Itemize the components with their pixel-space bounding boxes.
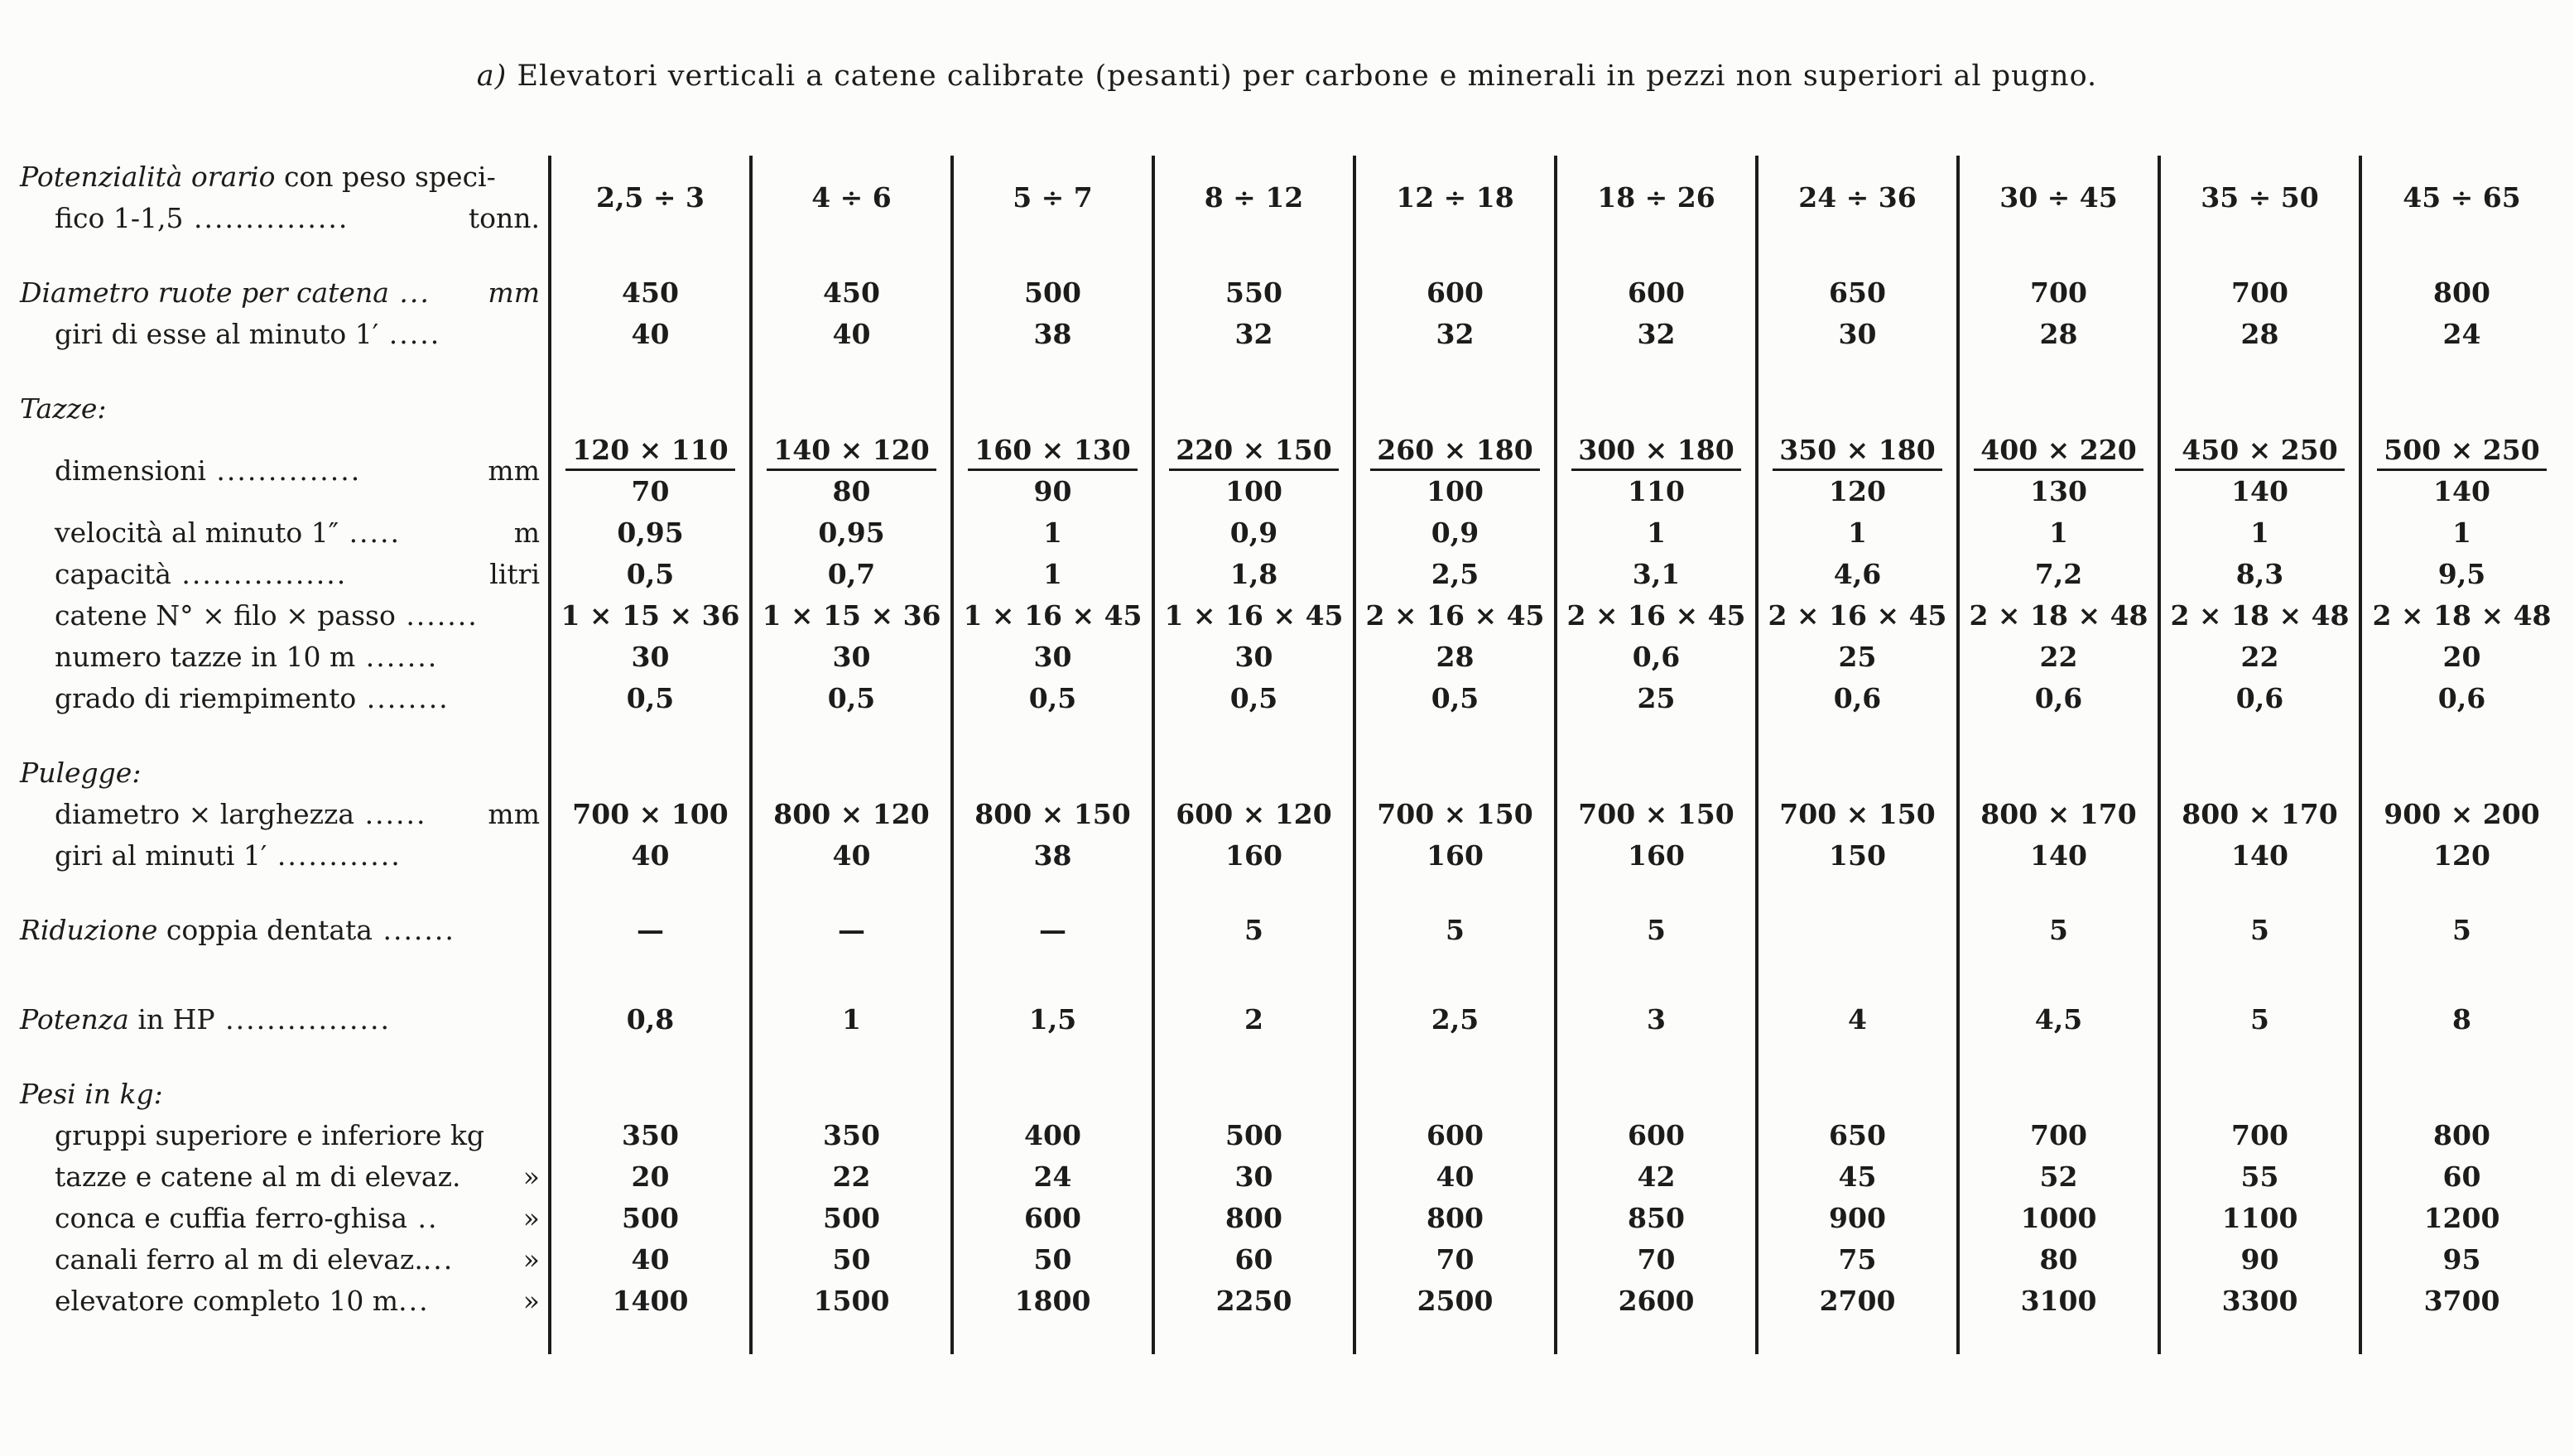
row-tazze-velocita: [12, 512, 2562, 553]
table-cell: 800 × 170: [2159, 793, 2360, 834]
table-cell: 52: [1958, 1156, 2159, 1197]
table-cell: 0,5: [1153, 677, 1354, 718]
table-cell: 1: [1556, 512, 1757, 553]
table-cell: 8 ÷ 12: [1153, 156, 1354, 238]
table-cell: 2 × 18 × 48: [2159, 594, 2360, 636]
table-cell: 2 × 16 × 45: [1556, 594, 1757, 636]
row-label: Potenzialità orario con peso speci-: [20, 160, 496, 193]
table-cell: 38: [952, 313, 1153, 354]
row-tazze-grado: [12, 677, 2562, 718]
fraction: $\frac{120 \times 110}{70}$: [565, 436, 734, 505]
row-riduzione: [12, 909, 2562, 950]
table-cell: 400: [952, 1114, 1153, 1156]
table-cell: 42: [1556, 1156, 1757, 1197]
table-cell: 90: [2159, 1238, 2360, 1280]
table-cell: 140: [2159, 834, 2360, 876]
table-cell: 600: [1354, 1114, 1556, 1156]
table-cell: 0,6: [2360, 677, 2562, 718]
table-cell: 1: [1958, 512, 2159, 553]
spacer-row: [12, 876, 2562, 909]
spacer-row: [12, 718, 2562, 752]
table-cell: 700: [2159, 271, 2360, 313]
row-tazze-catene: [12, 594, 2562, 636]
table-cell: 60: [2360, 1156, 2562, 1197]
table-cell: 8: [2360, 998, 2562, 1040]
table-cell: 550: [1153, 271, 1354, 313]
table-cell: [1958, 429, 2159, 512]
table-cell: 600: [952, 1197, 1153, 1238]
table-cell: 800 × 120: [751, 793, 952, 834]
row-label: fico 1-1,5 ............... tonn.: [55, 201, 540, 234]
row-pulegge-diametro: [12, 793, 2562, 834]
row-label: Riduzione coppia dentata .......: [20, 913, 455, 946]
table-cell: 600: [1556, 271, 1757, 313]
table-cell: 40: [550, 834, 751, 876]
table-cell: 500: [751, 1197, 952, 1238]
table-cell: 30: [952, 636, 1153, 677]
table-cell: 0,5: [952, 677, 1153, 718]
table-cell: 2 × 16 × 45: [1354, 594, 1556, 636]
table-cell: 0,9: [1354, 512, 1556, 553]
table-cell: 8,3: [2159, 553, 2360, 594]
table-title: [0, 60, 2574, 93]
table-cell: [1354, 429, 1556, 512]
table-cell: 500: [550, 1197, 751, 1238]
spacer-row: [12, 950, 2562, 998]
table-cell: 0,95: [751, 512, 952, 553]
table-cell: 1: [751, 998, 952, 1040]
table-cell: 1 × 16 × 45: [1153, 594, 1354, 636]
table-cell: 95: [2360, 1238, 2562, 1280]
table-cell: 160: [1354, 834, 1556, 876]
table-cell: 70: [1556, 1238, 1757, 1280]
table-cell: 22: [1958, 636, 2159, 677]
table-cell: 160: [1153, 834, 1354, 876]
row-potenza: [12, 998, 2562, 1040]
row-tazze-capacita: [12, 553, 2562, 594]
table-cell: 450: [751, 271, 952, 313]
table-cell: 1: [1757, 512, 1958, 553]
table-cell: 40: [550, 1238, 751, 1280]
table-cell: 800 × 150: [952, 793, 1153, 834]
row-label: tazze e catene al m di elevaz. »: [55, 1160, 540, 1193]
section-heading: Pulegge:: [20, 756, 142, 789]
table-cell: [2159, 429, 2360, 512]
row-tazze-heading: [12, 387, 2562, 429]
table-cell: 900 × 200: [2360, 793, 2562, 834]
table-cell: [1757, 429, 1958, 512]
table-cell: 700: [1958, 1114, 2159, 1156]
row-pesi-heading: [12, 1073, 2562, 1114]
table-cell: 30 ÷ 45: [1958, 156, 2159, 238]
table-cell: 18 ÷ 26: [1556, 156, 1757, 238]
table-body: [12, 156, 2562, 1354]
fraction: $\frac{260 \times 180}{100}$: [1370, 436, 1539, 505]
table-cell: 4: [1757, 998, 1958, 1040]
row-label: capacità ................ litri: [55, 557, 540, 590]
table-cell: 800: [2360, 271, 2562, 313]
table-cell: 30: [1153, 636, 1354, 677]
table-cell: 650: [1757, 1114, 1958, 1156]
table-cell: 650: [1757, 271, 1958, 313]
table-cell: 25: [1757, 636, 1958, 677]
fraction: $\frac{350 \times 180}{120}$: [1773, 436, 1941, 505]
table-cell: 700 × 150: [1556, 793, 1757, 834]
table-cell: 30: [550, 636, 751, 677]
table-cell: —: [952, 909, 1153, 950]
table-cell: 0,5: [751, 677, 952, 718]
row-pulegge-giri: [12, 834, 2562, 876]
table-cell: 1: [952, 553, 1153, 594]
table-cell: [952, 429, 1153, 512]
row-label: gruppi superiore e inferiore kg: [55, 1118, 484, 1151]
row-giri-esse: [12, 313, 2562, 354]
fraction: $\frac{450 \times 250}{140}$: [2175, 436, 2344, 505]
table-cell: 140: [1958, 834, 2159, 876]
row-label: elevatore completo 10 m... »: [55, 1284, 540, 1317]
table-cell: 3100: [1958, 1280, 2159, 1321]
table-cell: 120: [2360, 834, 2562, 876]
table-cell: 5: [2159, 998, 2360, 1040]
table-cell: 1 × 16 × 45: [952, 594, 1153, 636]
table-cell: 0,9: [1153, 512, 1354, 553]
table-cell: 2600: [1556, 1280, 1757, 1321]
table-cell: 5: [1556, 909, 1757, 950]
table-cell: 24: [2360, 313, 2562, 354]
table-cell: 3700: [2360, 1280, 2562, 1321]
table-cell: 7,2: [1958, 553, 2159, 594]
table-cell: 28: [1354, 636, 1556, 677]
row-tazze-numero: [12, 636, 2562, 677]
table-cell: 700 × 150: [1757, 793, 1958, 834]
table-cell: [1757, 909, 1958, 950]
table-cell: 2 × 18 × 48: [2360, 594, 2562, 636]
spacer-row: [12, 1040, 2562, 1073]
table-cell: 45: [1757, 1156, 1958, 1197]
table-cell: 9,5: [2360, 553, 2562, 594]
table-cell: 1100: [2159, 1197, 2360, 1238]
table-cell: 5: [2159, 909, 2360, 950]
table-cell: 24 ÷ 36: [1757, 156, 1958, 238]
table-cell: 2: [1153, 998, 1354, 1040]
table-cell: 45 ÷ 65: [2360, 156, 2562, 238]
table-cell: 500: [1153, 1114, 1354, 1156]
table-cell: 22: [751, 1156, 952, 1197]
table-cell: 850: [1556, 1197, 1757, 1238]
table-cell: 2,5 ÷ 3: [550, 156, 751, 238]
table-cell: 4 ÷ 6: [751, 156, 952, 238]
table-cell: 55: [2159, 1156, 2360, 1197]
spacer-row: [12, 354, 2562, 387]
table-cell: 600: [1354, 271, 1556, 313]
table-cell: 2500: [1354, 1280, 1556, 1321]
table-cell: 5: [1153, 909, 1354, 950]
table-cell: 800: [1354, 1197, 1556, 1238]
row-pesi-conca: [12, 1197, 2562, 1238]
row-pesi-gruppi: [12, 1114, 2562, 1156]
table-cell: 32: [1354, 313, 1556, 354]
table-cell: 3: [1556, 998, 1757, 1040]
table-cell: 4,5: [1958, 998, 2159, 1040]
table-cell: 25: [1556, 677, 1757, 718]
row-label: giri di esse al minuto 1′ .....: [55, 317, 441, 350]
table-cell: [550, 429, 751, 512]
table-cell: [751, 429, 952, 512]
table-cell: 450: [550, 271, 751, 313]
row-label: diametro × larghezza ...... mm: [55, 797, 540, 830]
row-label: grado di riempimento ........: [55, 681, 450, 714]
table-cell: 22: [2159, 636, 2360, 677]
table-cell: 2700: [1757, 1280, 1958, 1321]
table-cell: 5: [1958, 909, 2159, 950]
fraction: $\frac{300 \times 180}{110}$: [1571, 436, 1740, 505]
table-cell: 20: [550, 1156, 751, 1197]
table-cell: 1800: [952, 1280, 1153, 1321]
table-cell: —: [550, 909, 751, 950]
row-diametro-ruote: [12, 271, 2562, 313]
table-cell: 0,5: [550, 677, 751, 718]
table-cell: 1,8: [1153, 553, 1354, 594]
row-label: dimensioni .............. mm: [55, 454, 540, 487]
table-cell: 24: [952, 1156, 1153, 1197]
table-cell: 1000: [1958, 1197, 2159, 1238]
table-cell: 1500: [751, 1280, 952, 1321]
table-cell: 0,7: [751, 553, 952, 594]
table-cell: 30: [1757, 313, 1958, 354]
table-cell: 350: [550, 1114, 751, 1156]
table-cell: 700: [1958, 271, 2159, 313]
table-cell: 2 × 16 × 45: [1757, 594, 1958, 636]
table-cell: 40: [751, 834, 952, 876]
table-cell: 0,6: [1958, 677, 2159, 718]
table-cell: 800: [2360, 1114, 2562, 1156]
table-cell: 160: [1556, 834, 1757, 876]
table-cell: 800: [1153, 1197, 1354, 1238]
table-cell: 0,95: [550, 512, 751, 553]
table-cell: 3300: [2159, 1280, 2360, 1321]
table-cell: 28: [1958, 313, 2159, 354]
row-label: conca e cuffia ferro-ghisa .. »: [55, 1201, 540, 1234]
table-cell: 2,5: [1354, 998, 1556, 1040]
table-cell: 40: [751, 313, 952, 354]
row-label: canali ferro al m di elevaz.... »: [55, 1242, 540, 1276]
table-cell: 12 ÷ 18: [1354, 156, 1556, 238]
table-cell: 2 × 18 × 48: [1958, 594, 2159, 636]
table-cell: 32: [1556, 313, 1757, 354]
table-cell: 4,6: [1757, 553, 1958, 594]
table-cell: 1200: [2360, 1197, 2562, 1238]
table-cell: 40: [1354, 1156, 1556, 1197]
table-cell: 5: [1354, 909, 1556, 950]
table-cell: 0,6: [2159, 677, 2360, 718]
table-cell: 700: [2159, 1114, 2360, 1156]
table-cell: 75: [1757, 1238, 1958, 1280]
fraction: $\frac{140 \times 120}{80}$: [767, 436, 936, 505]
section-heading: Pesi in kg:: [20, 1077, 163, 1110]
table-cell: 0,6: [1556, 636, 1757, 677]
fraction: $\frac{500 \times 250}{140}$: [2377, 436, 2546, 505]
section-heading: Tazze:: [20, 392, 107, 425]
table-cell: 600 × 120: [1153, 793, 1354, 834]
table-cell: 3,1: [1556, 553, 1757, 594]
spacer-row: [12, 1321, 2562, 1354]
table-cell: 80: [1958, 1238, 2159, 1280]
table-cell: 0,6: [1757, 677, 1958, 718]
table-cell: 38: [952, 834, 1153, 876]
row-pulegge-heading: [12, 752, 2562, 793]
table-cell: 0,5: [550, 553, 751, 594]
fraction: $\frac{160 \times 130}{90}$: [968, 436, 1137, 505]
table-cell: 5: [2360, 909, 2562, 950]
row-pesi-tazze-catene: [12, 1156, 2562, 1197]
table-cell: 30: [751, 636, 952, 677]
fraction: $\frac{400 \times 220}{130}$: [1974, 436, 2143, 505]
table-cell: 900: [1757, 1197, 1958, 1238]
table-cell: 700 × 100: [550, 793, 751, 834]
table-cell: 40: [550, 313, 751, 354]
table-cell: 32: [1153, 313, 1354, 354]
table-cell: 1 × 15 × 36: [550, 594, 751, 636]
row-label: Potenza in HP ................: [20, 1002, 391, 1036]
table-cell: 50: [751, 1238, 952, 1280]
row-label: catene N° × filo × passo .......: [55, 598, 479, 632]
row-pesi-elevatore: [12, 1280, 2562, 1321]
table-cell: 20: [2360, 636, 2562, 677]
table-cell: 1 × 15 × 36: [751, 594, 952, 636]
table-cell: 1,5: [952, 998, 1153, 1040]
table-cell: 1: [2159, 512, 2360, 553]
table-cell: 1400: [550, 1280, 751, 1321]
row-label: velocità al minuto 1″ ..... m: [55, 516, 540, 549]
table-cell: 350: [751, 1114, 952, 1156]
row-label: numero tazze in 10 m .......: [55, 640, 439, 673]
table-cell: [2360, 429, 2562, 512]
table-cell: 70: [1354, 1238, 1556, 1280]
table-cell: [1153, 429, 1354, 512]
table-cell: 28: [2159, 313, 2360, 354]
row-pesi-canali: [12, 1238, 2562, 1280]
table-cell: 150: [1757, 834, 1958, 876]
row-label: Diametro ruote per catena ... mm: [20, 276, 540, 309]
fraction: $\frac{220 \times 150}{100}$: [1169, 436, 1338, 505]
title-text: Elevatori verticali a catene calibrate (pesanti) per carbone e minerali in pezzi non superiori al pugno.: [517, 60, 2098, 93]
table-cell: 600: [1556, 1114, 1757, 1156]
table-cell: 30: [1153, 1156, 1354, 1197]
table-cell: 1: [952, 512, 1153, 553]
table-cell: 1: [2360, 512, 2562, 553]
table-cell: —: [751, 909, 952, 950]
table-cell: 60: [1153, 1238, 1354, 1280]
table-cell: 700 × 150: [1354, 793, 1556, 834]
row-tazze-dimensioni: [12, 429, 2562, 512]
table-cell: 0,8: [550, 998, 751, 1040]
table-cell: 5 ÷ 7: [952, 156, 1153, 238]
table-cell: 2,5: [1354, 553, 1556, 594]
row-potenzialita-line1: [12, 156, 2562, 197]
table-cell: 0,5: [1354, 677, 1556, 718]
table-cell: 500: [952, 271, 1153, 313]
table-cell: 800 × 170: [1958, 793, 2159, 834]
table-cell: 50: [952, 1238, 1153, 1280]
table-cell: [1556, 429, 1757, 512]
table-cell: 35 ÷ 50: [2159, 156, 2360, 238]
elevator-spec-table: [12, 156, 2562, 1354]
spacer-row: [12, 238, 2562, 271]
title-label: a): [476, 60, 508, 93]
table-cell: 2250: [1153, 1280, 1354, 1321]
row-label: giri al minuti 1′ ............: [55, 839, 402, 872]
